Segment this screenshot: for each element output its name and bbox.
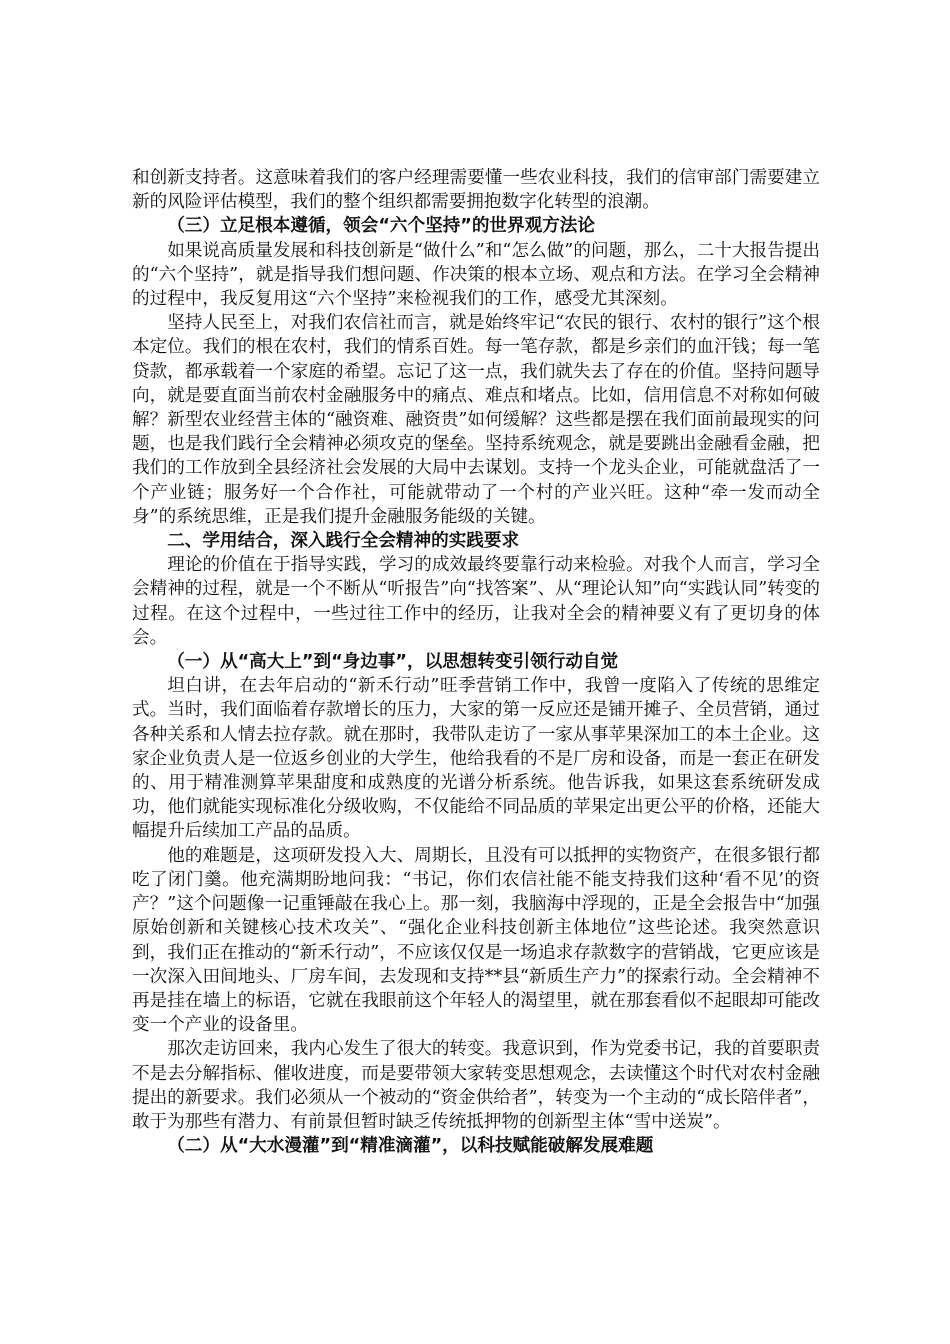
- chapter-heading-2: 二、学用结合，深入践行全会精神的实践要求: [167, 531, 520, 552]
- paragraph: 如果说高质量发展和科技创新是“做什么”和“怎么做”的问题，那么，二十大报告提出的“六个坚持”，就是指导我们想问题、作决策的根本立场、观点和方法。在学习全会精神的过程中，我反复用这“六个坚持”来检视我们的工作，感受尤其深刻。: [132, 240, 820, 310]
- paragraph: 那次走访回来，我内心发生了很大的转变。我意识到，作为党委书记，我的首要职责不是去分解指标、催收进度，而是要带领大家转变思想观念，去读懂这个时代对农村金融提出的新要求。我们必须从一个被动的“资金供给者”，转变为一个主动的“成长陪伴者”，敢于为那些有潜力、有前景但暂时缺乏传统抵押物的创新型主体“雪中送炭”。: [132, 1039, 820, 1132]
- paragraph: 理论的价值在于指导实践，学习的成效最终要靠行动来检验。对我个人而言，学习全会精神的过程，就是一个不断从“听报告”向“找答案”、从“理论认知”向“实践认同”转变的过程。在这个过程中，一些过往工作中的经历，让我对全会的精神要义有了更切身的体会。: [132, 555, 820, 648]
- paragraph-continuation: 和创新支持者。这意味着我们的客户经理需要懂一些农业科技，我们的信审部门需要建立新的风险评估模型，我们的整个组织都需要拥抱数字化转型的浪潮。: [132, 168, 820, 213]
- section-heading-3: （三）立足根本遵循，领会“六个坚持”的世界观方法论: [167, 216, 595, 237]
- paragraph: 坦白讲，在去年启动的“新禾行动”旺季营销工作中，我曾一度陷入了传统的思维定式。当时，我们面临着存款增长的压力，大家的第一反应还是铺开摊子、全员营销，通过各种关系和人情去拉存款。就在那时，我带队走访了一家从事苹果深加工的本土企业。这家企业负责人是一位返乡创业的大学生，他给我看的不是厂房和设备，而是一套正在研发的、用于精准测算苹果甜度和成熟度的光谱分析系统。他告诉我，如果这套系统研发成功，他们就能实现标准化分级收购，不仅能给不同品质的苹果定出更公平的价格，还能大幅提升后续加工产品的品质。: [132, 676, 820, 842]
- section-heading-1: （一）从“高大上”到“身边事”，以思想转变引领行动自觉: [167, 652, 619, 673]
- document-page: [132, 166, 820, 1158]
- paragraph: 他的难题是，这项研发投入大、周期长，且没有可以抵押的实物资产，在很多银行都吃了闭门羹。他充满期盼地问我：“书记，你们农信社能不能支持我们这种‘看不见’的资产？”这个问题像一记重锤敲在我心上。那一刻，我脑海中浮现的，正是全会报告中“加强原始创新和关键核心技术攻关”、“强化企业科技创新主体地位”这些论述。我突然意识到，我们正在推动的“新禾行动”，不应该仅仅是一场追求存款数字的营销战，它更应该是一次深入田间地头、厂房车间，去发现和支持**县“新质生产力”的探索行动。全会精神不再是挂在墙上的标语，它就在我眼前这个年轻人的渴望里，就在那套看似不起眼却可能改变一个产业的设备里。: [132, 845, 820, 1036]
- paragraph: 坚持人民至上，对我们农信社而言，就是始终牢记“农民的银行、农村的银行”这个根本定位。我们的根在农村，我们的情系百姓。每一笔存款，都是乡亲们的血汗钱；每一笔贷款，都承载着一个家庭的希望。忘记了这一点，我们就失去了存在的价值。坚持问题导向，就是要直面当前农村金融服务中的痛点、难点和堵点。比如，信用信息不对称如何破解？新型农业经营主体的“融资难、融资贵”如何缓解？这些都是摆在我们面前最现实的问题，也是我们践行全会精神必须攻克的堡垒。坚持系统观念，就是要跳出金融看金融，把我们的工作放到全县经济社会发展的大局中去谋划。支持一个龙头企业，可能就盘活了一个产业链；服务好一个合作社，可能就带动了一个村的产业兴旺。这种“牵一发而动全身”的系统思维，正是我们提升金融服务能级的关键。: [132, 313, 820, 527]
- section-heading-2: （二）从“大水漫灌”到“精准滴灌”，以科技赋能破解发展难题: [167, 1136, 654, 1157]
